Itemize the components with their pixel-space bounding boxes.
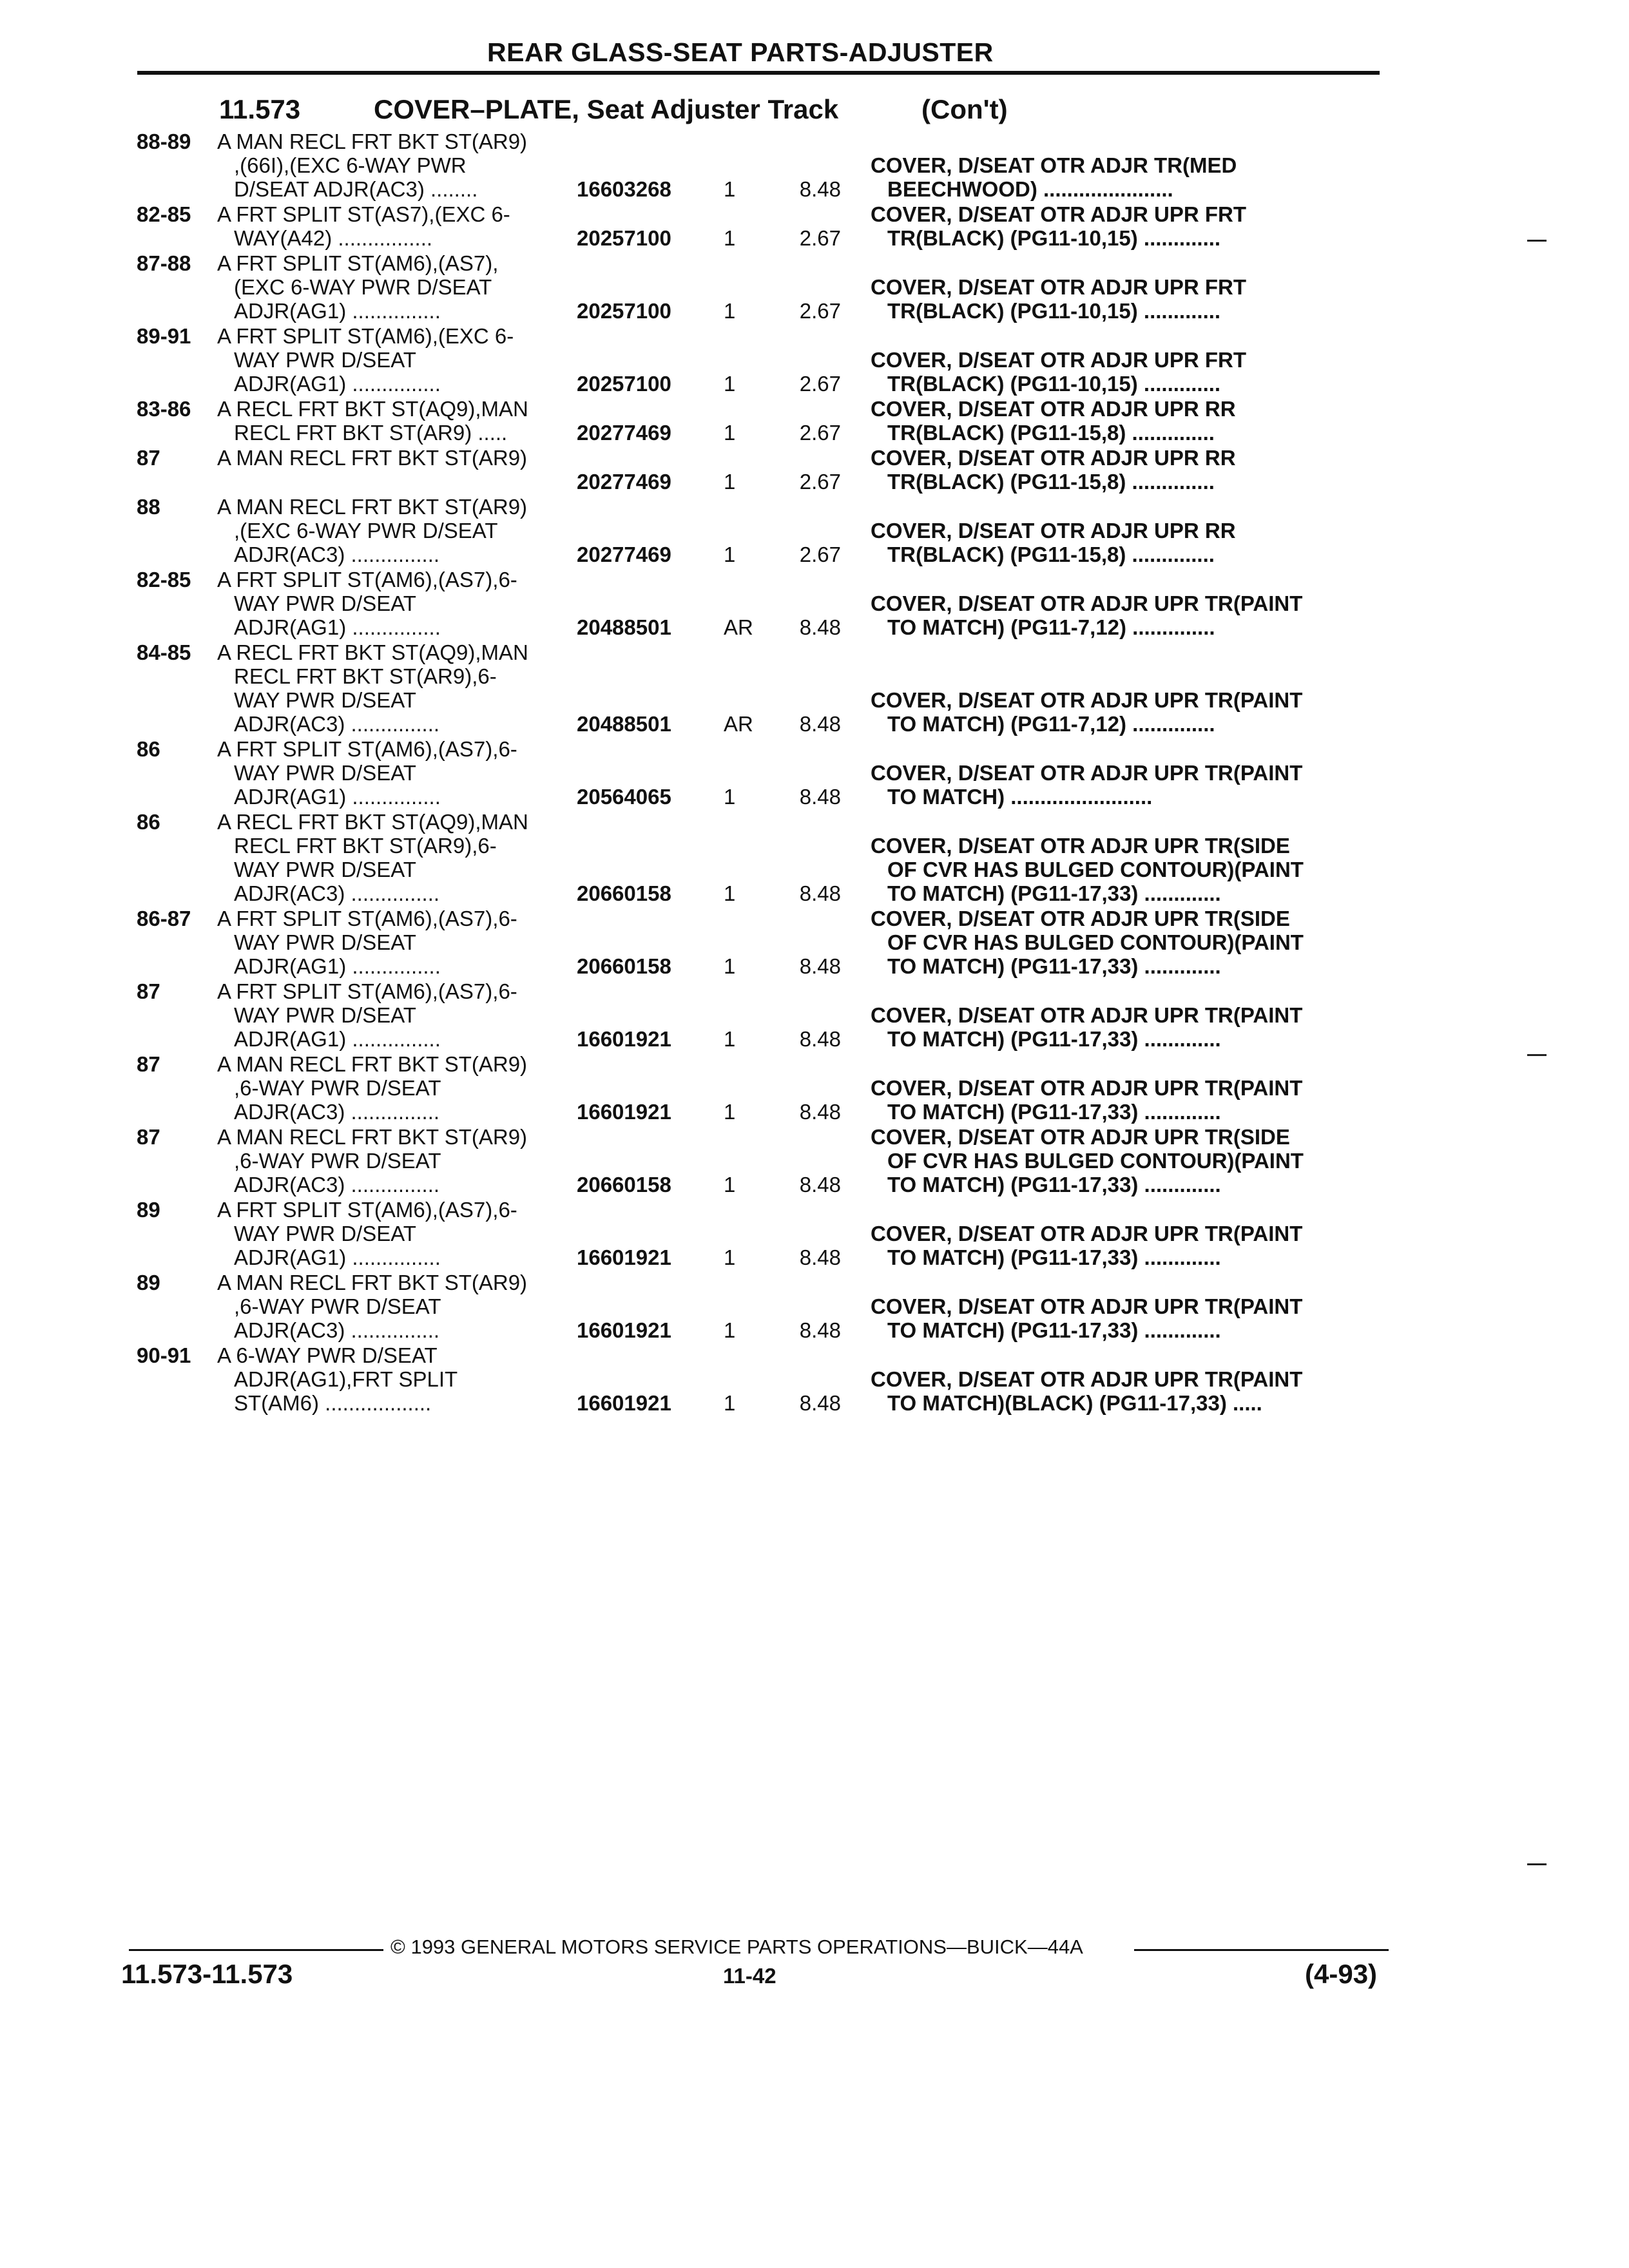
part-number: 20660158 xyxy=(577,881,671,905)
table-row xyxy=(0,568,1629,639)
usage-line: ,(66I),(EXC 6-WAY PWR xyxy=(234,153,467,177)
part-name-line: TR(BLACK) (PG11-10,15) ............. xyxy=(887,372,1221,396)
usage-line: ,6-WAY PWR D/SEAT xyxy=(234,1294,441,1318)
part-name-line: TO MATCH) (PG11-17,33) ............. xyxy=(887,881,1221,905)
part-name-line: TO MATCH)(BLACK) (PG11-17,33) ..... xyxy=(887,1391,1262,1415)
part-name-line: OF CVR HAS BULGED CONTOUR)(PAINT xyxy=(887,858,1304,881)
table-row xyxy=(0,1198,1629,1269)
part-name-line: TO MATCH) (PG11-17,33) ............. xyxy=(887,1318,1221,1342)
footer-copyright: © 1993 GENERAL MOTORS SERVICE PARTS OPERATIONS—BUICK—44A xyxy=(390,1936,1083,1958)
usage-line: ADJR(AG1) ............... xyxy=(234,372,441,396)
price: 2.67 xyxy=(799,372,841,396)
part-name-line: COVER, D/SEAT OTR ADJR UPR FRT xyxy=(871,275,1247,299)
model-years: 86-87 xyxy=(137,907,191,930)
quantity: 1 xyxy=(724,470,736,494)
model-years: 86 xyxy=(137,810,160,834)
usage-description xyxy=(217,979,577,1051)
usage-description xyxy=(217,251,577,323)
usage-line: WAY PWR D/SEAT xyxy=(234,1222,416,1245)
part-name-line: COVER, D/SEAT OTR ADJR UPR TR(PAINT xyxy=(871,688,1303,712)
quantity: 1 xyxy=(724,1173,736,1196)
part-name-line: COVER, D/SEAT OTR ADJR UPR TR(PAINT xyxy=(871,1222,1303,1245)
margin-mark xyxy=(1527,1863,1547,1865)
price: 8.48 xyxy=(799,177,841,201)
part-name-line: COVER, D/SEAT OTR ADJR TR(MED xyxy=(871,153,1237,177)
price: 8.48 xyxy=(799,1027,841,1051)
usage-line: A MAN RECL FRT BKT ST(AR9) xyxy=(217,1052,528,1076)
quantity: 1 xyxy=(724,881,736,905)
usage-description xyxy=(217,1125,577,1196)
part-name-line: TR(BLACK) (PG11-15,8) .............. xyxy=(887,470,1215,494)
part-name-line: TO MATCH) (PG11-17,33) ............. xyxy=(887,1173,1221,1196)
usage-line: ADJR(AC3) ............... xyxy=(234,1318,440,1342)
part-number: 20564065 xyxy=(577,785,671,809)
page-header-title: REAR GLASS-SEAT PARTS-ADJUSTER xyxy=(487,37,994,67)
table-row xyxy=(0,495,1629,566)
table-row xyxy=(0,202,1629,250)
table-row xyxy=(0,130,1629,201)
usage-description xyxy=(217,324,577,396)
usage-line: A 6-WAY PWR D/SEAT xyxy=(217,1343,438,1367)
part-number: 20277469 xyxy=(577,543,671,566)
usage-line: ADJR(AG1) ............... xyxy=(234,785,441,809)
usage-line: A MAN RECL FRT BKT ST(AR9) xyxy=(217,130,528,153)
part-number: 16603268 xyxy=(577,177,671,201)
quantity: 1 xyxy=(724,299,736,323)
model-years: 89 xyxy=(137,1271,160,1294)
price: 2.67 xyxy=(799,226,841,250)
part-name xyxy=(871,1003,1381,1051)
usage-line: A RECL FRT BKT ST(AQ9),MAN xyxy=(217,640,528,664)
model-years: 89-91 xyxy=(137,324,191,348)
usage-description xyxy=(217,446,577,470)
usage-line: WAY(A42) ................ xyxy=(234,226,433,250)
table-row xyxy=(0,251,1629,323)
part-name xyxy=(871,1076,1381,1124)
part-name xyxy=(871,1222,1381,1269)
usage-line: WAY PWR D/SEAT xyxy=(234,930,416,954)
usage-line: ADJR(AG1) ............... xyxy=(234,299,441,323)
table-row xyxy=(0,640,1629,736)
usage-line: ADJR(AC3) ............... xyxy=(234,712,440,736)
part-number: 20488501 xyxy=(577,615,671,639)
usage-line: ,(EXC 6-WAY PWR D/SEAT xyxy=(234,519,498,543)
part-name-line: OF CVR HAS BULGED CONTOUR)(PAINT xyxy=(887,1149,1304,1173)
price: 8.48 xyxy=(799,881,841,905)
price: 8.48 xyxy=(799,1391,841,1415)
part-name-line: COVER, D/SEAT OTR ADJR UPR RR xyxy=(871,446,1236,470)
table-row xyxy=(0,324,1629,396)
footer-rule-left xyxy=(129,1949,383,1951)
part-name xyxy=(871,153,1381,201)
usage-line: A FRT SPLIT ST(AM6),(AS7),6- xyxy=(217,907,517,930)
part-name-line: TO MATCH) (PG11-17,33) ............. xyxy=(887,954,1221,978)
table-row xyxy=(0,1052,1629,1124)
part-name xyxy=(871,591,1381,639)
usage-line: A MAN RECL FRT BKT ST(AR9) xyxy=(217,495,528,519)
section-number: 11.573 xyxy=(219,94,301,124)
usage-line: A FRT SPLIT ST(AM6),(AS7),6- xyxy=(217,568,517,591)
usage-line: A FRT SPLIT ST(AM6),(AS7),6- xyxy=(217,737,517,761)
usage-line: WAY PWR D/SEAT xyxy=(234,591,416,615)
part-name-line: TR(BLACK) (PG11-10,15) ............. xyxy=(887,299,1221,323)
footer-rule-right xyxy=(1134,1949,1389,1951)
usage-line: WAY PWR D/SEAT xyxy=(234,688,416,712)
part-name-line: COVER, D/SEAT OTR ADJR UPR RR xyxy=(871,397,1236,421)
part-name xyxy=(871,519,1381,566)
usage-description xyxy=(217,810,577,905)
usage-line: ADJR(AG1) ............... xyxy=(234,1245,441,1269)
usage-description xyxy=(217,907,577,978)
part-name-line: TO MATCH) (PG11-17,33) ............. xyxy=(887,1245,1221,1269)
usage-line: WAY PWR D/SEAT xyxy=(234,761,416,785)
footer-page-number: 11-42 xyxy=(723,1964,776,1988)
model-years: 87 xyxy=(137,1052,160,1076)
table-row xyxy=(0,1343,1629,1415)
part-name-line: BEECHWOOD) ...................... xyxy=(887,177,1173,201)
model-years: 86 xyxy=(137,737,160,761)
part-name-line: TO MATCH) (PG11-7,12) .............. xyxy=(887,615,1215,639)
table-row xyxy=(0,397,1629,445)
model-years: 88-89 xyxy=(137,130,191,153)
quantity: 1 xyxy=(724,785,736,809)
part-number: 16601921 xyxy=(577,1318,671,1342)
part-number: 20257100 xyxy=(577,299,671,323)
usage-line: ,6-WAY PWR D/SEAT xyxy=(234,1149,441,1173)
table-row xyxy=(0,737,1629,809)
part-name-line: TR(BLACK) (PG11-15,8) .............. xyxy=(887,421,1215,445)
table-row xyxy=(0,979,1629,1051)
header-rule xyxy=(137,71,1380,75)
part-number: 20277469 xyxy=(577,421,671,445)
usage-line: A MAN RECL FRT BKT ST(AR9) xyxy=(217,1271,528,1294)
table-row xyxy=(0,1125,1629,1196)
price: 8.48 xyxy=(799,712,841,736)
part-name-line: COVER, D/SEAT OTR ADJR UPR TR(PAINT xyxy=(871,591,1303,615)
part-name xyxy=(871,397,1381,445)
usage-line: ADJR(AG1) ............... xyxy=(234,1027,441,1051)
usage-line: A MAN RECL FRT BKT ST(AR9) xyxy=(217,446,528,470)
parts-list xyxy=(0,130,1629,1416)
usage-line: WAY PWR D/SEAT xyxy=(234,348,416,372)
price: 8.48 xyxy=(799,1100,841,1124)
part-name-line: TR(BLACK) (PG11-15,8) .............. xyxy=(887,543,1215,566)
part-name-line: COVER, D/SEAT OTR ADJR UPR TR(PAINT xyxy=(871,1003,1303,1027)
quantity: 1 xyxy=(724,1245,736,1269)
table-row xyxy=(0,446,1629,494)
table-row xyxy=(0,1271,1629,1342)
part-name xyxy=(871,1125,1381,1196)
part-name xyxy=(871,348,1381,396)
usage-line: A FRT SPLIT ST(AM6),(AS7),6- xyxy=(217,1198,517,1222)
quantity: 1 xyxy=(724,1318,736,1342)
model-years: 90-91 xyxy=(137,1343,191,1367)
price: 2.67 xyxy=(799,421,841,445)
quantity: 1 xyxy=(724,1027,736,1051)
part-name-line: COVER, D/SEAT OTR ADJR UPR FRT xyxy=(871,202,1247,226)
part-name xyxy=(871,1367,1381,1415)
quantity: 1 xyxy=(724,954,736,978)
part-name-line: COVER, D/SEAT OTR ADJR UPR FRT xyxy=(871,348,1247,372)
price: 8.48 xyxy=(799,1318,841,1342)
usage-line: A RECL FRT BKT ST(AQ9),MAN xyxy=(217,810,528,834)
part-number: 20488501 xyxy=(577,712,671,736)
part-name xyxy=(871,761,1381,809)
usage-line: RECL FRT BKT ST(AR9),6- xyxy=(234,664,497,688)
section-continued: (Con't) xyxy=(921,94,1008,124)
usage-line: ADJR(AC3) ............... xyxy=(234,543,440,566)
part-number: 20277469 xyxy=(577,470,671,494)
part-name-line: TO MATCH) ........................ xyxy=(887,785,1153,809)
part-name xyxy=(871,275,1381,323)
part-number: 16601921 xyxy=(577,1027,671,1051)
usage-line: ST(AM6) .................. xyxy=(234,1391,432,1415)
price: 2.67 xyxy=(799,299,841,323)
part-name-line: COVER, D/SEAT OTR ADJR UPR TR(PAINT xyxy=(871,1294,1303,1318)
price: 8.48 xyxy=(799,954,841,978)
usage-line: A FRT SPLIT ST(AS7),(EXC 6- xyxy=(217,202,510,226)
usage-line: ADJR(AG1),FRT SPLIT xyxy=(234,1367,458,1391)
part-name-line: COVER, D/SEAT OTR ADJR UPR TR(PAINT xyxy=(871,761,1303,785)
part-name xyxy=(871,834,1381,905)
part-name-line: TO MATCH) (PG11-17,33) ............. xyxy=(887,1027,1221,1051)
part-name xyxy=(871,907,1381,978)
usage-description xyxy=(217,1052,577,1124)
part-name-line: COVER, D/SEAT OTR ADJR UPR RR xyxy=(871,519,1236,543)
usage-description xyxy=(217,130,577,201)
usage-line: D/SEAT ADJR(AC3) ........ xyxy=(234,177,478,201)
footer-date: (4-93) xyxy=(1305,1959,1378,1989)
table-row xyxy=(0,810,1629,905)
model-years: 82-85 xyxy=(137,568,191,591)
quantity: 1 xyxy=(724,543,736,566)
usage-line: A MAN RECL FRT BKT ST(AR9) xyxy=(217,1125,528,1149)
part-name xyxy=(871,202,1381,250)
part-name-line: TO MATCH) (PG11-17,33) ............. xyxy=(887,1100,1221,1124)
price: 8.48 xyxy=(799,1245,841,1269)
part-name xyxy=(871,446,1381,494)
model-years: 83-86 xyxy=(137,397,191,421)
model-years: 87 xyxy=(137,1125,160,1149)
usage-line: A RECL FRT BKT ST(AQ9),MAN xyxy=(217,397,528,421)
usage-line: ADJR(AG1) ............... xyxy=(234,615,441,639)
usage-description xyxy=(217,737,577,809)
usage-line: ADJR(AC3) ............... xyxy=(234,1173,440,1196)
quantity: 1 xyxy=(724,1100,736,1124)
usage-line: WAY PWR D/SEAT xyxy=(234,858,416,881)
model-years: 87 xyxy=(137,979,160,1003)
price: 2.67 xyxy=(799,470,841,494)
quantity: AR xyxy=(724,615,753,639)
part-name-line: OF CVR HAS BULGED CONTOUR)(PAINT xyxy=(887,930,1304,954)
quantity: AR xyxy=(724,712,753,736)
model-years: 88 xyxy=(137,495,160,519)
part-name-line: TR(BLACK) (PG11-10,15) ............. xyxy=(887,226,1221,250)
usage-line: RECL FRT BKT ST(AR9),6- xyxy=(234,834,497,858)
quantity: 1 xyxy=(724,226,736,250)
margin-mark xyxy=(1527,1054,1547,1056)
usage-description xyxy=(217,568,577,639)
table-row xyxy=(0,907,1629,978)
part-number: 16601921 xyxy=(577,1245,671,1269)
model-years: 84-85 xyxy=(137,640,191,664)
usage-line: (EXC 6-WAY PWR D/SEAT xyxy=(234,275,492,299)
usage-description xyxy=(217,1343,577,1415)
usage-description xyxy=(217,640,577,736)
model-years: 82-85 xyxy=(137,202,191,226)
price: 2.67 xyxy=(799,543,841,566)
usage-line: WAY PWR D/SEAT xyxy=(234,1003,416,1027)
usage-line: A FRT SPLIT ST(AM6),(AS7),6- xyxy=(217,979,517,1003)
usage-description xyxy=(217,495,577,566)
part-name-line: COVER, D/SEAT OTR ADJR UPR TR(PAINT xyxy=(871,1367,1303,1391)
usage-line: A FRT SPLIT ST(AM6),(EXC 6- xyxy=(217,324,514,348)
model-years: 87-88 xyxy=(137,251,191,275)
part-name-line: COVER, D/SEAT OTR ADJR UPR TR(SIDE xyxy=(871,834,1290,858)
part-name xyxy=(871,1294,1381,1342)
usage-description xyxy=(217,1198,577,1269)
usage-description xyxy=(217,397,577,445)
footer-section-range: 11.573-11.573 xyxy=(121,1959,293,1989)
part-name-line: COVER, D/SEAT OTR ADJR UPR TR(SIDE xyxy=(871,907,1290,930)
price: 8.48 xyxy=(799,785,841,809)
usage-line: ADJR(AC3) ............... xyxy=(234,881,440,905)
part-number: 16601921 xyxy=(577,1391,671,1415)
usage-line: A FRT SPLIT ST(AM6),(AS7), xyxy=(217,251,499,275)
part-number: 20660158 xyxy=(577,1173,671,1196)
part-name-line: COVER, D/SEAT OTR ADJR UPR TR(PAINT xyxy=(871,1076,1303,1100)
part-number: 16601921 xyxy=(577,1100,671,1124)
quantity: 1 xyxy=(724,177,736,201)
section-title: COVER–PLATE, Seat Adjuster Track xyxy=(374,94,839,124)
usage-description xyxy=(217,1271,577,1342)
price: 8.48 xyxy=(799,1173,841,1196)
quantity: 1 xyxy=(724,421,736,445)
model-years: 89 xyxy=(137,1198,160,1222)
part-name-line: TO MATCH) (PG11-7,12) .............. xyxy=(887,712,1215,736)
quantity: 1 xyxy=(724,1391,736,1415)
part-name xyxy=(871,688,1381,736)
usage-line: ADJR(AC3) ............... xyxy=(234,1100,440,1124)
price: 8.48 xyxy=(799,615,841,639)
usage-description xyxy=(217,202,577,250)
usage-line: ,6-WAY PWR D/SEAT xyxy=(234,1076,441,1100)
model-years: 87 xyxy=(137,446,160,470)
part-number: 20660158 xyxy=(577,954,671,978)
part-number: 20257100 xyxy=(577,226,671,250)
usage-line: RECL FRT BKT ST(AR9) ..... xyxy=(234,421,508,445)
margin-mark xyxy=(1527,240,1547,242)
usage-line: ADJR(AG1) ............... xyxy=(234,954,441,978)
part-name-line: COVER, D/SEAT OTR ADJR UPR TR(SIDE xyxy=(871,1125,1290,1149)
quantity: 1 xyxy=(724,372,736,396)
part-number: 20257100 xyxy=(577,372,671,396)
